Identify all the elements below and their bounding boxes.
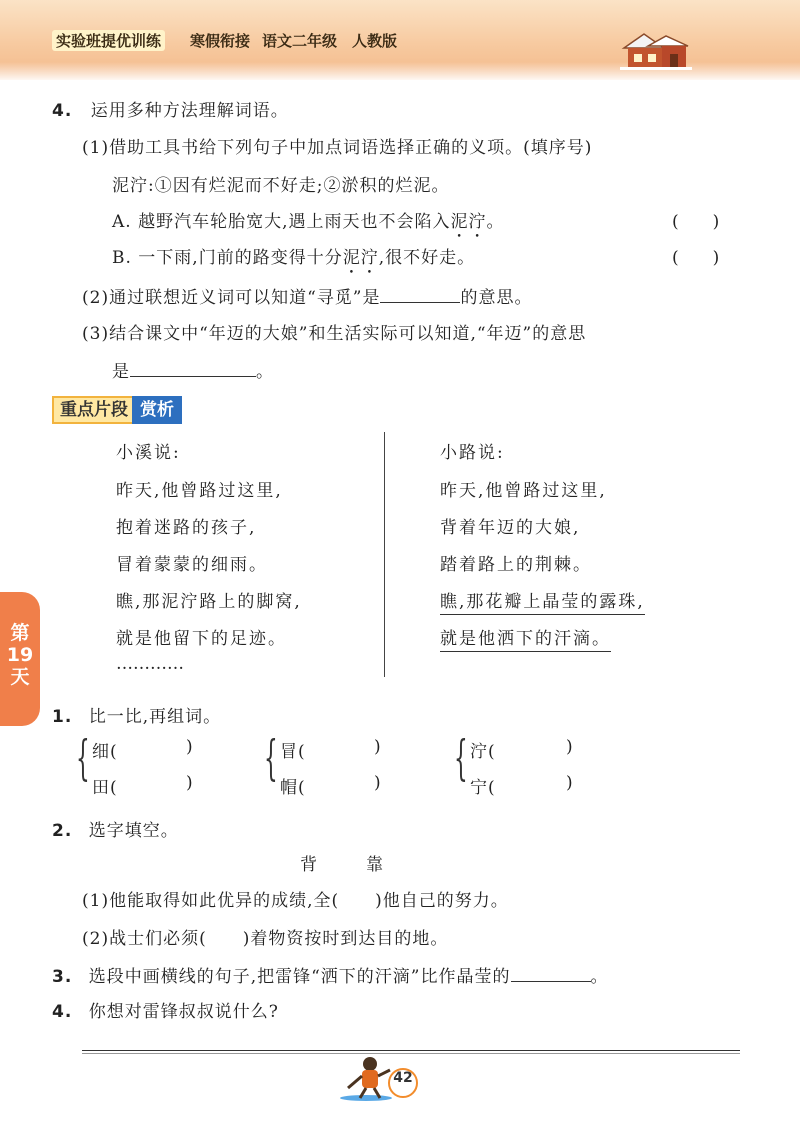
footer-rule-secondary [82,1053,740,1054]
house-icon [620,30,692,70]
p1-text: 比一比,再组词。 [88,707,222,727]
underlined-sentence-part2: 就是他洒下的汗滴。 [440,629,611,652]
day-tab-label-bottom: 天 [10,666,30,688]
header-edition: 人教版 [352,32,398,50]
poem-divider [384,432,385,677]
pair1-top-close: ) [186,737,194,757]
poem-left-line: 瞧,那泥泞路上的脚窝, [116,592,302,612]
header-grade: 语文二年级 [262,32,338,50]
pair1-bottom-close: ) [186,773,194,793]
pair2-bottom-close: ) [374,773,382,793]
q4-heading [52,96,289,121]
brace-pair-3: { [454,730,468,786]
poem-right-line-underlined [440,587,645,612]
q4-sentence-a [112,207,505,242]
answer-blank-p3[interactable] [511,967,591,982]
answer-blank-q4-2[interactable] [380,288,460,303]
sentence-a-text: A. 越野汽车轮胎宽大,遇上雨天也不会陷入 [112,212,451,232]
p2-sentence-1: (1)他能取得如此优异的成绩,全( )他自己的努力。 [82,891,509,911]
p4-line [52,997,279,1022]
q4-sentence-b [112,243,475,278]
mascot-icon [336,1052,396,1102]
pair3-top: 泞( [470,742,496,762]
p2-sentence-2: (2)战士们必须( )着物资按时到达目的地。 [82,929,449,949]
sentence-a-end: 。 [486,212,505,232]
poem-right-line-underlined [440,624,611,649]
pair2-top-close: ) [374,737,382,757]
p3-end: 。 [590,967,609,987]
p4-text: 你想对雷锋叔叔说什么? [88,1002,279,1022]
page-header [0,0,800,80]
pair3-bottom-close: ) [566,773,574,793]
answer-paren-a[interactable]: ( ) [672,212,720,232]
p1-number: 1. [52,707,73,727]
poem-left-line: 冒着蒙蒙的细雨。 [116,555,268,575]
sentence-b-text: B. 一下雨,门前的路变得十分 [112,248,343,268]
poem-left-line: 就是他留下的足迹。 [116,629,287,649]
brace-pair-2: { [264,730,278,786]
poem-left-ellipsis: ………… [116,654,184,674]
sentence-a-dotted-word: 泥泞 [450,212,487,232]
poem-left-title: 小溪说: [116,443,181,463]
poem-left-line: 昨天,他曾路过这里, [116,481,283,501]
q4-part3-line2 [112,357,274,382]
p2-number: 2. [52,821,73,841]
day-tab-label-top: 第 [10,622,30,644]
p2-choice-1: 背 [300,855,318,875]
poem-right-line: 踏着路上的荆棘。 [440,555,592,575]
day-tab [0,592,40,726]
q4-title: 运用多种方法理解词语。 [90,101,289,121]
poem-right-line: 背着年迈的大娘, [440,518,581,538]
pair1-top: 细( [92,742,118,762]
q4-part3-end: 。 [256,362,274,382]
pair1-bottom: 田( [92,778,118,798]
p1-heading [52,702,221,727]
q4-part2-text: (2)通过联想近义词可以知道“寻觅”是 [82,288,381,308]
header-subtitle: 寒假衔接 [190,32,251,50]
sentence-b-end: ,很不好走。 [378,248,476,268]
poem-right-line: 昨天,他曾路过这里, [440,481,607,501]
p3-number: 3. [52,967,73,987]
q4-part2 [82,283,532,308]
underlined-sentence-part1: 瞧,那花瓣上晶莹的露珠, [440,592,645,615]
p3-line [52,962,609,987]
p2-heading [52,816,179,841]
pair3-top-close: ) [566,737,574,757]
poem-left-line: 抱着迷路的孩子, [116,518,257,538]
sentence-b-dotted-word: 泥泞 [342,248,379,268]
p3-text: 选段中画横线的句子,把雷锋“洒下的汗滴”比作晶莹的 [88,967,511,987]
p4-number: 4. [52,1002,73,1022]
section-label-part1: 重点片段 [52,396,136,424]
q4-part3-prefix: 是 [112,362,130,382]
q4-part1-instruction: (1)借助工具书给下列句子中加点词语选择正确的义项。(填序号) [82,138,593,158]
section-label-part2: 赏析 [132,396,182,424]
pair2-top: 冒( [280,742,306,762]
pair2-bottom: 帽( [280,778,306,798]
q4-part3-line1: (3)结合课文中“年迈的大娘”和生活实际可以知道,“年迈”的意思 [82,324,587,344]
poem-right-title: 小路说: [440,443,505,463]
pair3-bottom: 宁( [470,778,496,798]
q4-part2-end: 的意思。 [460,288,533,308]
q4-number: 4. [52,101,73,121]
brace-pair-1: { [76,730,90,786]
footer-rule [82,1050,740,1051]
p2-choice-2: 靠 [366,855,384,875]
answer-blank-q4-3[interactable] [130,362,256,377]
q4-definitions: 泥泞:①因有烂泥而不好走;②淤积的烂泥。 [112,176,450,196]
day-tab-number: 19 [6,644,34,666]
answer-paren-b[interactable]: ( ) [672,248,720,268]
p2-text: 选字填空。 [88,821,179,841]
brand-label: 实验班提优训练 [52,30,165,51]
section-label [52,396,196,422]
page-number: 42 [388,1068,418,1098]
